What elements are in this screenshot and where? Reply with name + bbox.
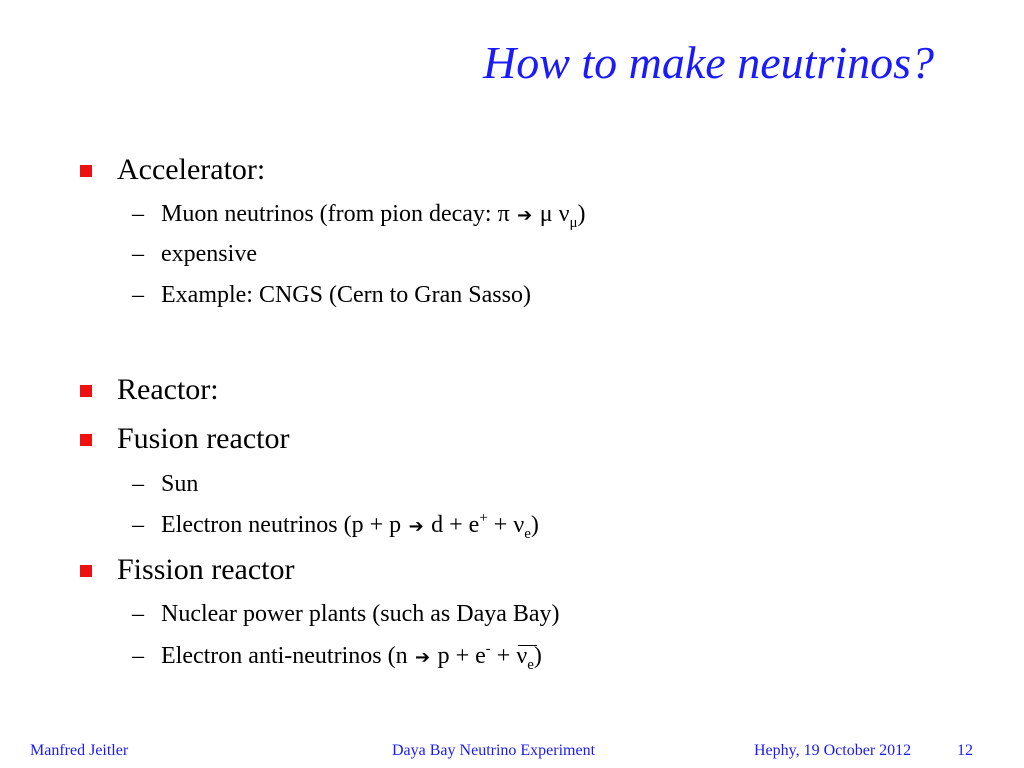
electron-superscript: - [485,641,491,657]
anti-p: p + e [431,643,486,669]
sub-bullet-anti-neutrinos [132,642,542,672]
bullet-fusion-reactor: Fusion reactor [117,422,290,455]
dash-icon: – [132,512,144,538]
anti-subscript: e [527,657,534,673]
expensive-text: expensive [161,241,257,267]
dash-icon: – [132,601,144,627]
dash-icon: – [132,282,144,308]
square-bullet-icon [80,434,92,446]
electron-d: d + e [425,512,480,538]
muon-text: Muon neutrinos (from pion decay: π [161,201,516,227]
dash-icon: – [132,643,144,669]
electron-text: Electron neutrinos (p + p [161,512,408,538]
footer-page-number: 12 [957,742,973,759]
anti-nu: ν [516,643,528,669]
footer-author: Manfred Jeitler [30,742,129,759]
muon-products: μ ν [533,201,570,227]
square-bullet-icon [80,385,92,397]
square-bullet-icon [80,165,92,177]
dash-icon: – [132,201,144,227]
footer-event: Hephy, 19 October 2012 [754,742,912,759]
electron-close: ) [530,512,539,538]
bullet-accelerator: Accelerator: [117,153,266,186]
electron-subscript: e [524,526,531,542]
arrow-icon: ➔ [408,516,424,537]
muon-subscript: μ [569,215,578,231]
sun-text: Sun [161,471,199,497]
dash-icon: – [132,241,144,267]
sub-bullet-electron-neutrinos [132,511,539,541]
sub-bullet-muon-neutrinos [132,200,585,230]
anti-close: ) [533,643,542,669]
electron-plus-nu: + ν [487,512,525,538]
sub-bullet-expensive [132,240,257,268]
nuclear-text: Nuclear power plants (such as Daya Bay) [161,601,560,627]
bullet-fission-reactor: Fission reactor [117,553,295,586]
dash-icon: – [132,471,144,497]
slide-title: How to make neutrinos? [482,37,934,88]
example-text: Example: CNGS (Cern to Gran Sasso) [161,282,531,308]
square-bullet-icon [80,565,92,577]
anti-plus: + [490,643,517,669]
sub-bullet-example [132,281,531,309]
sub-bullet-nuclear-power-plants [132,600,560,628]
arrow-icon: ➔ [517,205,533,226]
footer-experiment: Daya Bay Neutrino Experiment [392,742,596,759]
bullet-reactor: Reactor: [117,373,219,406]
sub-bullet-sun [132,470,198,498]
positron-superscript: + [479,510,488,526]
arrow-icon: ➔ [415,647,431,668]
antineutrino-symbol [516,642,534,673]
anti-text: Electron anti-neutrinos (n [161,643,414,669]
muon-close: ) [577,201,586,227]
